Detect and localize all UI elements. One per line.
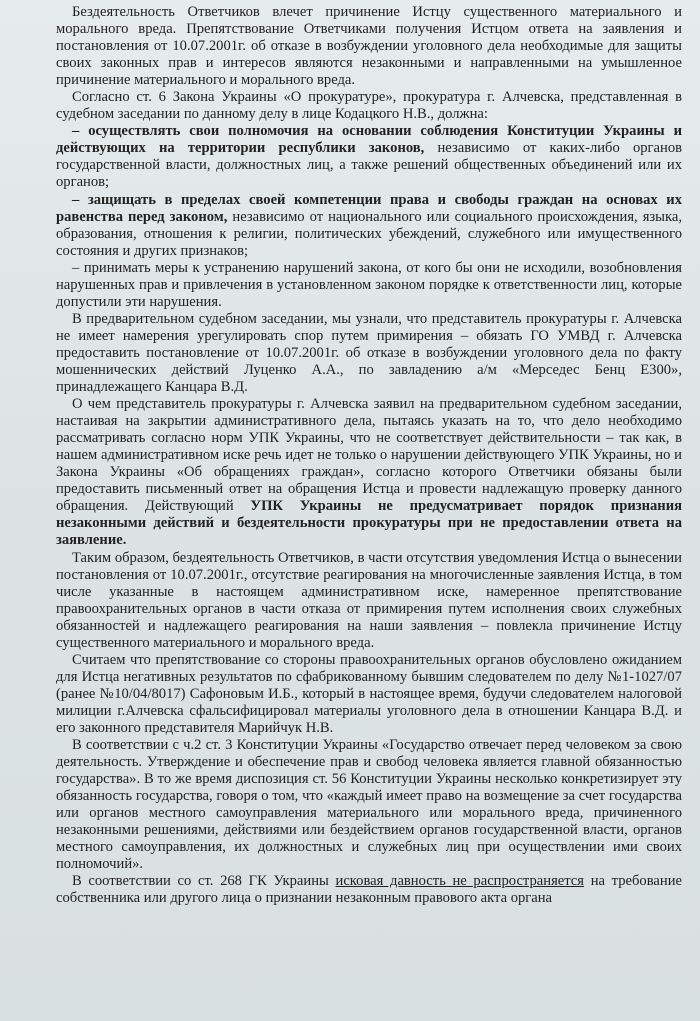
paragraph [56,311,682,396]
text-run: Считаем что препятствование со стороны правоохранительных органов обусловлено ожиданием для Истца негативных результатов по сфабрикованному бывшим следователем по делу №1-1027/07 (ранее №10/04/8017) Сафоновым И.Б., который в настоящее время, будучи следователем налоговой милиции г.Алчевска сфальсифицировал материалы уголовного дела в отношении Канцара В.Д. и его законного представителя Марийчук Н.В. [56,651,682,736]
bold-text-run: УПК Украины не предусматривает порядок признания незаконными действий и бездеятельности прокуратуры при не предоставлении ответа на заявление. [56,498,683,549]
text-run: В соответствии с ч.2 ст. 3 Конституции Украины «Государство отвечает перед человеком за свою деятельность. Утверждение и обеспечение прав и свобод человека является главной обязанностью государства». В то же время диспозиция ст. 56 Конституции Украины несколько конкретизирует эту обязанность государства, говоря о том, что «каждый имеет право на возмещение за счет государства или органов местного самоуправления материального или морального вреда, причиненного незаконными решениями, действиями или бездействием органов государственной власти, органов местного самоуправления, их должностных и служебных лиц при осуществлении ими своих полномочий». [56,737,682,873]
text-run: О чем представитель прокуратуры г. Алчевска заявил на предварительном судебном заседании, настаивая на закрытии административного дела, пытаясь указать на то, что дело необходимо рассматривать согласно норм УПК Украины, что не соответствует действительности – так как, в нашем административном иске речь идет не только о нарушении действующего УПК Украины, но и Закона Украины «Об обращениях граждан», согласно которого Ответчики обязаны были предоставить письменный ответ на обращения Истца и провести надлежащую проверку данного обращения. Действующий [56,396,682,515]
paragraph [56,873,682,907]
text-run: Согласно ст. 6 Закона Украины «О прокуратуре», прокуратура г. Алчевска, представленная в судебном заседании по данному делу в лице Кодацкого Н.В., должна: [56,89,682,123]
bold-text-run: – защищать в пределах своей компетенции права и свободы граждан на основах их равенства перед законом, [56,191,682,225]
paragraph [56,123,682,191]
text-run: Таким образом, бездеятельность Ответчиков, в части отсутствия уведомления Истца о вынесении постановления от 10.07.2001г., отсутствие реагирования на многочисленные заявления Истца, в том числе указанные в настоящем административном иске, намеренное препятствование правоохранительных органов в части отказа от примирения путем исполнения своих служебных обязанностей и надлежащего реагирования на наши заявления – повлекла причинение Истцу существенного материального и морального вреда. [56,549,682,651]
paragraph [56,550,682,652]
text-run: на требование собственника или другого лица о признании незаконным правового акта органа [56,873,682,907]
text-run: независимо от национального или социального происхождения, языка, образования, отношения к религии, политических убеждений, служебного или имущественного состояния и других признаков; [56,208,682,259]
underlined-text-run: исковая давность не распространяется [335,873,585,890]
text-run: В предварительном судебном заседании, мы узнали, что представитель прокуратуры г. Алчевска не имеет намерения урегулировать спор путем примирения – обязать ГО УМВД г. Алчевска предоставить постановление от 10.07.2001г. об отказе в возбуждении уголовного дела по факту мошеннических действий Луценко А.А., по завладению а/м «Мерседес Бенц Е300», принадлежащего Канцара В.Д. [56,310,682,396]
document-body [56,4,682,907]
text-run: независимо от каких-либо органов государственной власти, должностных лиц, а также решений общественных объединений или их органов; [56,140,683,191]
paragraph [56,396,682,549]
paragraph [56,737,682,873]
paragraph [56,652,682,737]
paragraph [56,192,682,260]
paragraph [56,4,682,89]
paragraph [56,89,682,123]
text-run: – принимать меры к устранению нарушений закона, от кого бы они не исходили, возобновления нарушенных прав и привлечения в установленном законом порядке к ответственности лиц, которые допустили эти нарушения. [56,259,682,310]
text-run: Бездеятельность Ответчиков влечет причинение Истцу существенного материального и морального вреда. Препятствование Ответчиками получения Истцом ответа на заявления и постановления от 10.07.2001г. об отказе в возбуждении уголовного дела необходимые для защиты своих законных прав и интересов являются незаконными и направленными на умышленное причинение материального и морального вреда. [56,4,682,89]
paragraph [56,260,682,311]
text-run: В соответствии со ст. 268 ГК Украины [72,873,336,890]
bold-text-run: – осуществлять свои полномочия на основании соблюдения Конституции Украины и действующих на территории республики законов, [56,123,682,157]
